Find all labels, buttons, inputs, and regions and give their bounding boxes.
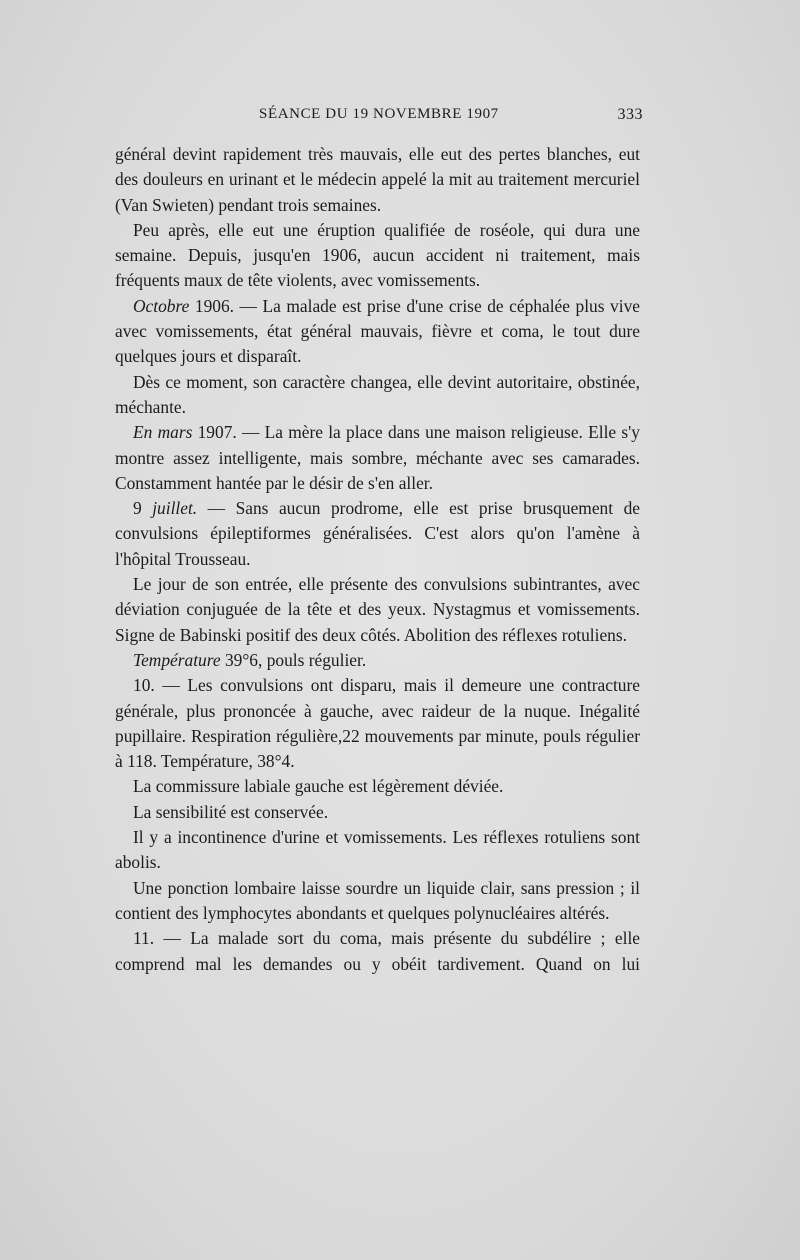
paragraph-14: 11. — La malade sort du coma, mais présente du subdélire ; elle comprend mal les demandes ou y obéit tardivement. Quand on lui (115, 928, 640, 974)
paragraph-8-lead: Température (133, 649, 221, 670)
paragraph-4: Dès ce moment, son caractère changea, elle devint autoritaire, obstinée, méchante. (115, 371, 640, 417)
page-number: 333 (617, 106, 643, 123)
paragraph-9: 10. — Les convulsions ont disparu, mais il demeure une contracture générale, plus prononcée à gauche, avec raideur de la nuque. Inégalité pupillaire. Respiration régulière,22 mouvements par minute, pouls régulier à 118. Température, 38°4. (115, 675, 640, 772)
paragraph-10: La commissure labiale gauche est légèrement déviée. (133, 776, 504, 797)
paragraph-3: Octobre 1906. — La malade est prise d'une crise de céphalée plus vive avec vomissements, état général mauvais, fièvre et coma, le tout dure quelques jours et disparaît. (115, 295, 640, 367)
paragraph-8: Température 39°6, pouls régulier. (133, 649, 367, 670)
paragraph-2: Peu après, elle eut une éruption qualifiée de roséole, qui dura une semaine. Depuis, jusqu'en 1906, aucun accident ni traitement, mais fréquents maux de tête violents, avec vomissements. (115, 219, 640, 291)
paragraph-7: Le jour de son entrée, elle présente des convulsions subintrantes, avec déviation conjuguée de la tête et des yeux. Nystagmus et vomissements. Signe de Babinski positif des deux côtés. Abolition des réflexes rotuliens. (115, 574, 640, 645)
paragraph-1: général devint rapidement très mauvais, elle eut des pertes blanches, eut des douleurs en urinant et le médecin appelé la mit au traitement mercuriel (Van Swieten) pendant trois semaines. (115, 144, 640, 215)
paragraph-6: 9 juillet. — Sans aucun prodrome, elle est prise brusquement de convulsions épileptiformes généralisées. C'est alors qu'on l'amène à l'hôpital Trousseau. (115, 498, 640, 569)
paragraph-5: En mars 1907. — La mère la place dans une maison religieuse. Elle s'y montre assez intelligente, mais sombre, méchante avec ses camarades. Constamment hantée par le désir de s'en aller. (115, 422, 640, 493)
running-title: SÉANCE DU 19 NOVEMBRE 1907 (259, 106, 499, 122)
paragraph-11: La sensibilité est conservée. (133, 801, 329, 822)
paragraph-5-lead: En mars (133, 422, 193, 443)
paragraph-12: Il y a incontinence d'urine et vomissements. Les réflexes rotuliens sont abolis. (115, 827, 640, 873)
paragraph-3-lead: Octobre (133, 295, 190, 316)
body-text (115, 142, 640, 977)
page-header (115, 106, 643, 130)
paragraph-6-lead: juillet. (152, 498, 198, 519)
paragraph-13: Une ponction lombaire laisse sourdre un liquide clair, sans pression ; il contient des lymphocytes abondants et quelques polynucléaires altérés. (115, 877, 640, 923)
